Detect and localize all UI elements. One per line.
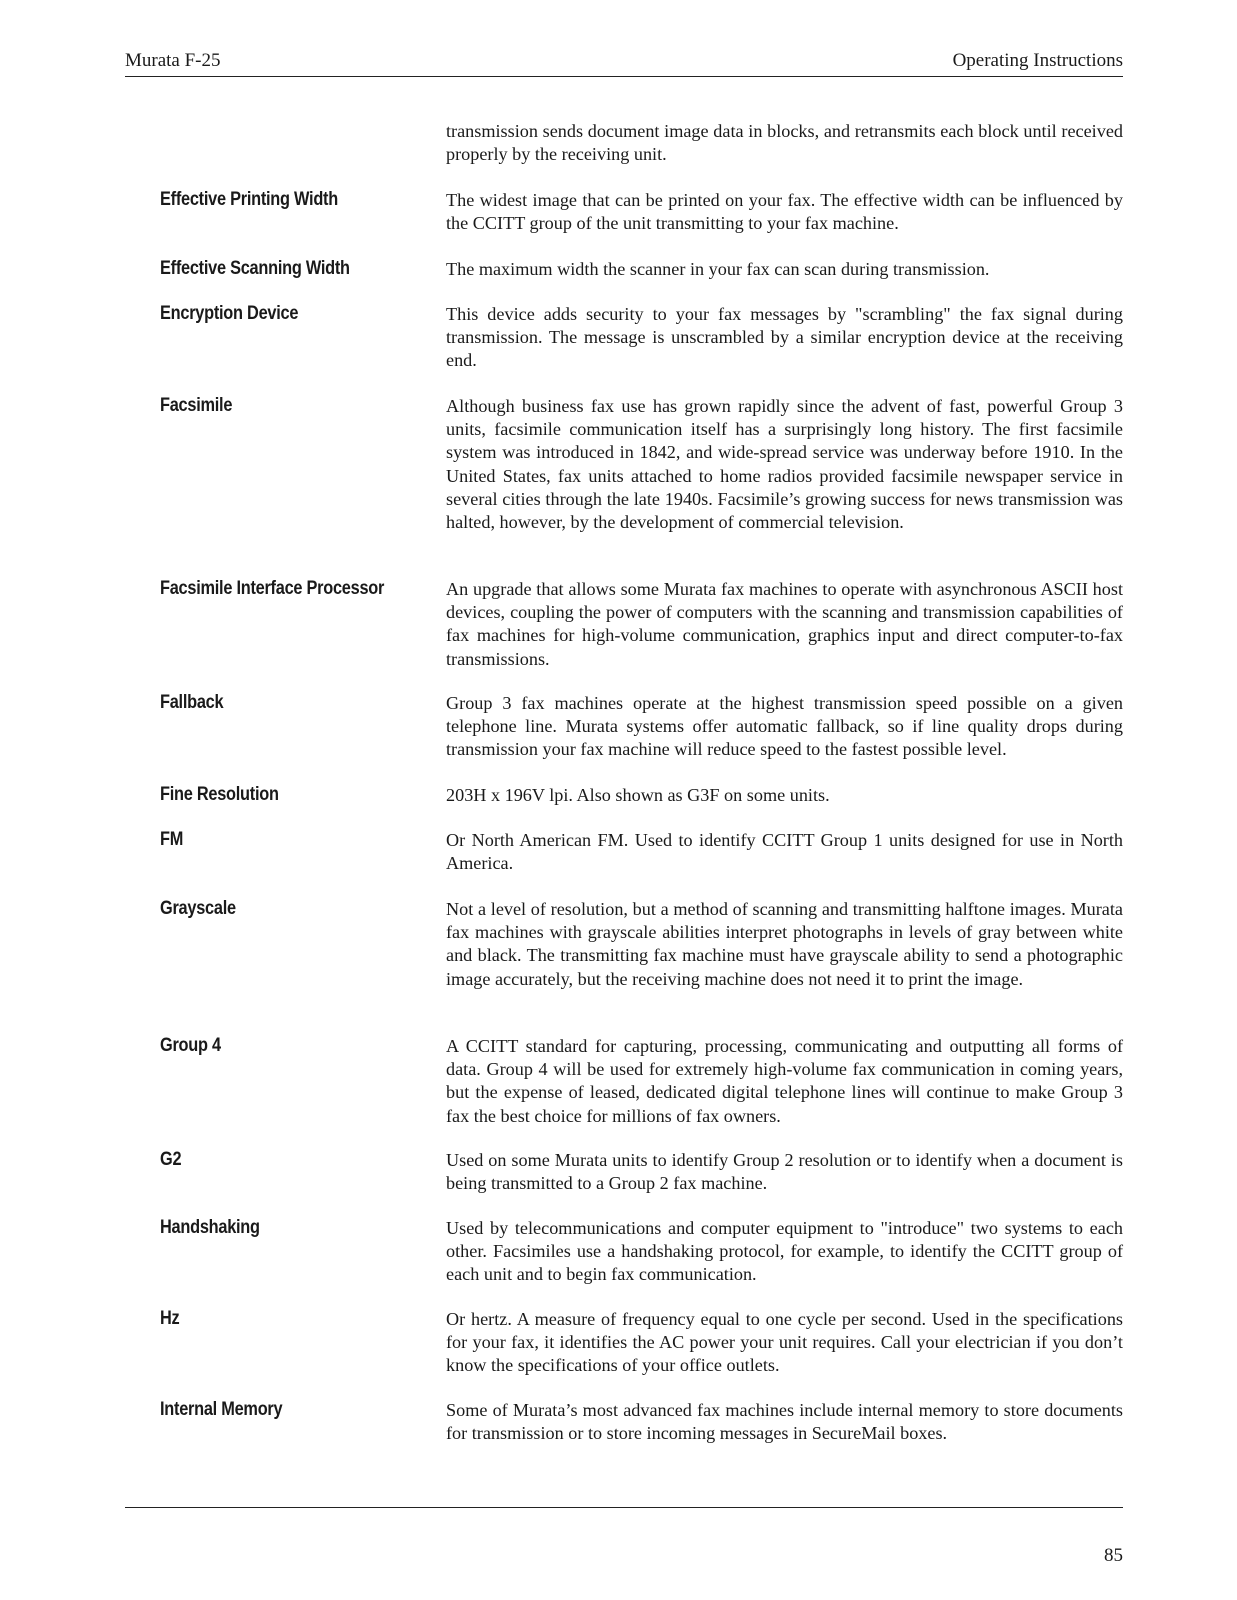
glossary-definition: Group 3 fax machines operate at the highest transmission speed possible on a given telephone line. Murata systems offer automatic fallback, so if line quality drops during transmission your fax machine will reduce speed to the fastest possible level. [446, 693, 1123, 760]
page-header [125, 50, 1123, 76]
glossary-term: Effective Printing Width [160, 189, 338, 210]
glossary-definition: A CCITT standard for capturing, processing, communicating and outputting all forms of data. Group 4 will be used for extremely high-volume fax communication in coming years, but the expense of leased, dedicated digital telephone lines will continue to make Group 3 fax the best choice for millions of fax owners. [446, 1036, 1123, 1126]
glossary-term: FM [160, 829, 184, 850]
glossary-definition: Used by telecommunications and computer equipment to "introduce" two systems to each other. Facsimiles use a handshaking protocol, for example, to identify the CCITT group of each unit and to begin fax communication. [446, 1218, 1123, 1285]
glossary-definition: Some of Murata’s most advanced fax machines include internal memory to store documents for transmission or to store incoming messages in SecureMail boxes. [446, 1400, 1123, 1444]
glossary-term: Facsimile [160, 395, 233, 416]
glossary-term: Fallback [160, 692, 224, 713]
footer-divider [125, 1507, 1123, 1508]
glossary-term: Handshaking [160, 1217, 260, 1238]
glossary-definition: The widest image that can be printed on your fax. The effective width can be influenced by the CCITT group of the unit transmitting to your fax machine. [446, 190, 1123, 234]
glossary-term: Fine Resolution [160, 784, 279, 805]
glossary-definition: The maximum width the scanner in your fax can scan during transmission. [446, 259, 990, 279]
glossary-term: Grayscale [160, 898, 236, 919]
header-section-title: Operating Instructions [952, 50, 1123, 71]
glossary-term: Effective Scanning Width [160, 258, 350, 279]
glossary-definition: Or North American FM. Used to identify CCITT Group 1 units designed for use in North America. [446, 830, 1123, 874]
glossary-definition: Although business fax use has grown rapidly since the advent of fast, powerful Group 3 units, facsimile communication itself has a surprisingly long history. The first facsimile system was introduced in 1842, and wide-spread service was underway before 1910. In the United States, fax units attached to home radios provided facsimile newspaper service in several cities through the late 1940s. Facsimile’s growing success for news transmission was halted, however, by the development of commercial television. [446, 396, 1123, 533]
glossary-definition: An upgrade that allows some Murata fax machines to operate with asynchronous ASCII host devices, coupling the power of computers with the scanning and transmission capabilities of fax machines for high-volume communication, graphics input and direct computer-to-fax transmissions. [446, 579, 1123, 669]
header-divider [125, 76, 1123, 77]
glossary-term: Group 4 [160, 1035, 221, 1056]
header-manual-title: Murata F-25 [125, 50, 221, 71]
glossary-definition: 203H x 196V lpi. Also shown as G3F on some units. [446, 785, 830, 805]
glossary-term: G2 [160, 1149, 182, 1170]
page-number: 85 [1104, 1545, 1123, 1566]
glossary-definition: Not a level of resolution, but a method of scanning and transmitting halftone images. Murata fax machines with grayscale abilities interpret photographs in levels of gray between white and black. The transmitting fax machine must have grayscale ability to send a photographic image accurately, but the receiving machine does not need it to print the image. [446, 899, 1123, 989]
glossary-definition: Or hertz. A measure of frequency equal to one cycle per second. Used in the specifications for your fax, it identifies the AC power your unit requires. Call your electrician if you don’t know the specifications of your office outlets. [446, 1309, 1123, 1376]
glossary-definition: Used on some Murata units to identify Group 2 resolution or to identify when a document is being transmitted to a Group 2 fax machine. [446, 1150, 1123, 1194]
glossary-term: Facsimile Interface Processor [160, 578, 385, 599]
continued-definition: transmission sends document image data in blocks, and retransmits each block until received properly by the receiving unit. [446, 121, 1123, 165]
glossary-term: Hz [160, 1308, 180, 1329]
glossary-definition: This device adds security to your fax messages by "scrambling" the fax signal during transmission. The message is unscrambled by a similar encryption device at the receiving end. [446, 304, 1123, 371]
glossary-term: Encryption Device [160, 303, 299, 324]
glossary-term: Internal Memory [160, 1399, 283, 1420]
